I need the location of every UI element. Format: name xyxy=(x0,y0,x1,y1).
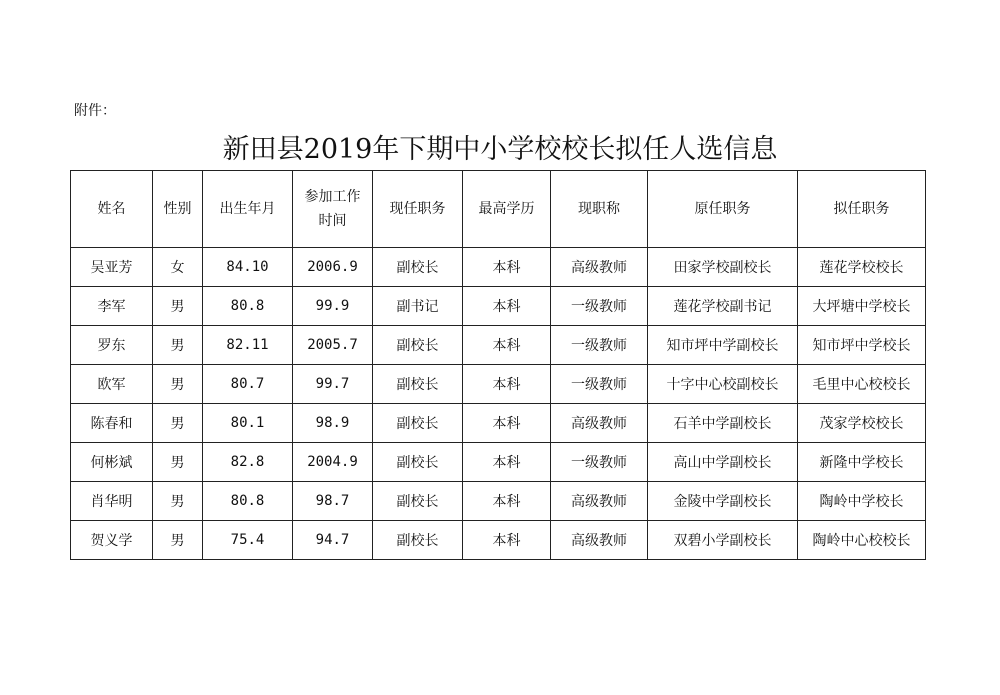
cell-education: 本科 xyxy=(463,248,551,287)
cell-current-post: 副校长 xyxy=(373,326,463,365)
cell-title: 一级教师 xyxy=(551,443,648,482)
cell-name: 肖华明 xyxy=(71,482,153,521)
cell-name: 罗东 xyxy=(71,326,153,365)
cell-title: 高级教师 xyxy=(551,521,648,560)
cell-former-post: 十字中心校副校长 xyxy=(648,365,798,404)
cell-work-start: 99.9 xyxy=(293,287,373,326)
cell-birth: 82.8 xyxy=(203,443,293,482)
header-birth: 出生年月 xyxy=(203,171,293,248)
table-body xyxy=(71,248,926,560)
header-current-post: 现任职务 xyxy=(373,171,463,248)
cell-birth: 84.10 xyxy=(203,248,293,287)
cell-birth: 80.8 xyxy=(203,482,293,521)
cell-name: 李军 xyxy=(71,287,153,326)
cell-birth: 80.1 xyxy=(203,404,293,443)
table-row xyxy=(71,443,926,482)
cell-gender: 男 xyxy=(153,287,203,326)
cell-former-post: 金陵中学副校长 xyxy=(648,482,798,521)
cell-title: 高级教师 xyxy=(551,482,648,521)
cell-proposed-post: 新隆中学校长 xyxy=(798,443,926,482)
cell-proposed-post: 陶岭中心校校长 xyxy=(798,521,926,560)
cell-former-post: 高山中学副校长 xyxy=(648,443,798,482)
candidate-table xyxy=(70,170,926,560)
cell-name: 陈春和 xyxy=(71,404,153,443)
cell-education: 本科 xyxy=(463,404,551,443)
cell-work-start: 2004.9 xyxy=(293,443,373,482)
cell-work-start: 98.7 xyxy=(293,482,373,521)
table-header-row xyxy=(71,171,926,248)
cell-education: 本科 xyxy=(463,326,551,365)
cell-gender: 男 xyxy=(153,326,203,365)
cell-birth: 80.7 xyxy=(203,365,293,404)
cell-current-post: 副校长 xyxy=(373,248,463,287)
annex-label: 附件： xyxy=(74,103,116,119)
header-title: 现职称 xyxy=(551,171,648,248)
cell-birth: 82.11 xyxy=(203,326,293,365)
cell-gender: 男 xyxy=(153,443,203,482)
cell-proposed-post: 莲花学校校长 xyxy=(798,248,926,287)
cell-proposed-post: 知市坪中学校长 xyxy=(798,326,926,365)
cell-name: 何彬斌 xyxy=(71,443,153,482)
cell-education: 本科 xyxy=(463,443,551,482)
table-row xyxy=(71,248,926,287)
cell-work-start: 99.7 xyxy=(293,365,373,404)
header-former-post: 原任职务 xyxy=(648,171,798,248)
cell-education: 本科 xyxy=(463,365,551,404)
cell-name: 欧军 xyxy=(71,365,153,404)
cell-gender: 女 xyxy=(153,248,203,287)
header-work-start-line1: 参加工作 xyxy=(304,189,361,205)
header-gender: 性别 xyxy=(153,171,203,248)
cell-title: 高级教师 xyxy=(551,248,648,287)
table-row xyxy=(71,521,926,560)
cell-name: 贺义学 xyxy=(71,521,153,560)
cell-education: 本科 xyxy=(463,482,551,521)
cell-education: 本科 xyxy=(463,521,551,560)
cell-work-start: 2006.9 xyxy=(293,248,373,287)
cell-former-post: 知市坪中学副校长 xyxy=(648,326,798,365)
cell-proposed-post: 大坪塘中学校长 xyxy=(798,287,926,326)
cell-current-post: 副校长 xyxy=(373,404,463,443)
cell-work-start: 2005.7 xyxy=(293,326,373,365)
cell-gender: 男 xyxy=(153,404,203,443)
document-title: 新田县2019年下期中小学校校长拟任人选信息 xyxy=(222,134,778,165)
cell-birth: 80.8 xyxy=(203,287,293,326)
cell-current-post: 副校长 xyxy=(373,482,463,521)
header-work-start-line2: 时间 xyxy=(318,213,347,229)
cell-former-post: 田家学校副校长 xyxy=(648,248,798,287)
cell-current-post: 副校长 xyxy=(373,521,463,560)
header-education: 最高学历 xyxy=(463,171,551,248)
cell-work-start: 98.9 xyxy=(293,404,373,443)
cell-former-post: 双碧小学副校长 xyxy=(648,521,798,560)
cell-former-post: 莲花学校副书记 xyxy=(648,287,798,326)
cell-former-post: 石羊中学副校长 xyxy=(648,404,798,443)
cell-title: 一级教师 xyxy=(551,365,648,404)
header-proposed-post: 拟任职务 xyxy=(798,171,926,248)
cell-title: 一级教师 xyxy=(551,287,648,326)
cell-name: 吴亚芳 xyxy=(71,248,153,287)
cell-title: 高级教师 xyxy=(551,404,648,443)
table-row xyxy=(71,404,926,443)
table-row xyxy=(71,287,926,326)
cell-gender: 男 xyxy=(153,482,203,521)
cell-birth: 75.4 xyxy=(203,521,293,560)
cell-current-post: 副校长 xyxy=(373,365,463,404)
table-row xyxy=(71,365,926,404)
cell-proposed-post: 茂家学校校长 xyxy=(798,404,926,443)
cell-proposed-post: 毛里中心校校长 xyxy=(798,365,926,404)
header-name: 姓名 xyxy=(71,171,153,248)
cell-gender: 男 xyxy=(153,521,203,560)
cell-current-post: 副校长 xyxy=(373,443,463,482)
cell-current-post: 副书记 xyxy=(373,287,463,326)
cell-title: 一级教师 xyxy=(551,326,648,365)
table-row xyxy=(71,326,926,365)
header-work-start xyxy=(293,171,373,248)
table-row xyxy=(71,482,926,521)
cell-gender: 男 xyxy=(153,365,203,404)
cell-work-start: 94.7 xyxy=(293,521,373,560)
cell-proposed-post: 陶岭中学校长 xyxy=(798,482,926,521)
cell-education: 本科 xyxy=(463,287,551,326)
